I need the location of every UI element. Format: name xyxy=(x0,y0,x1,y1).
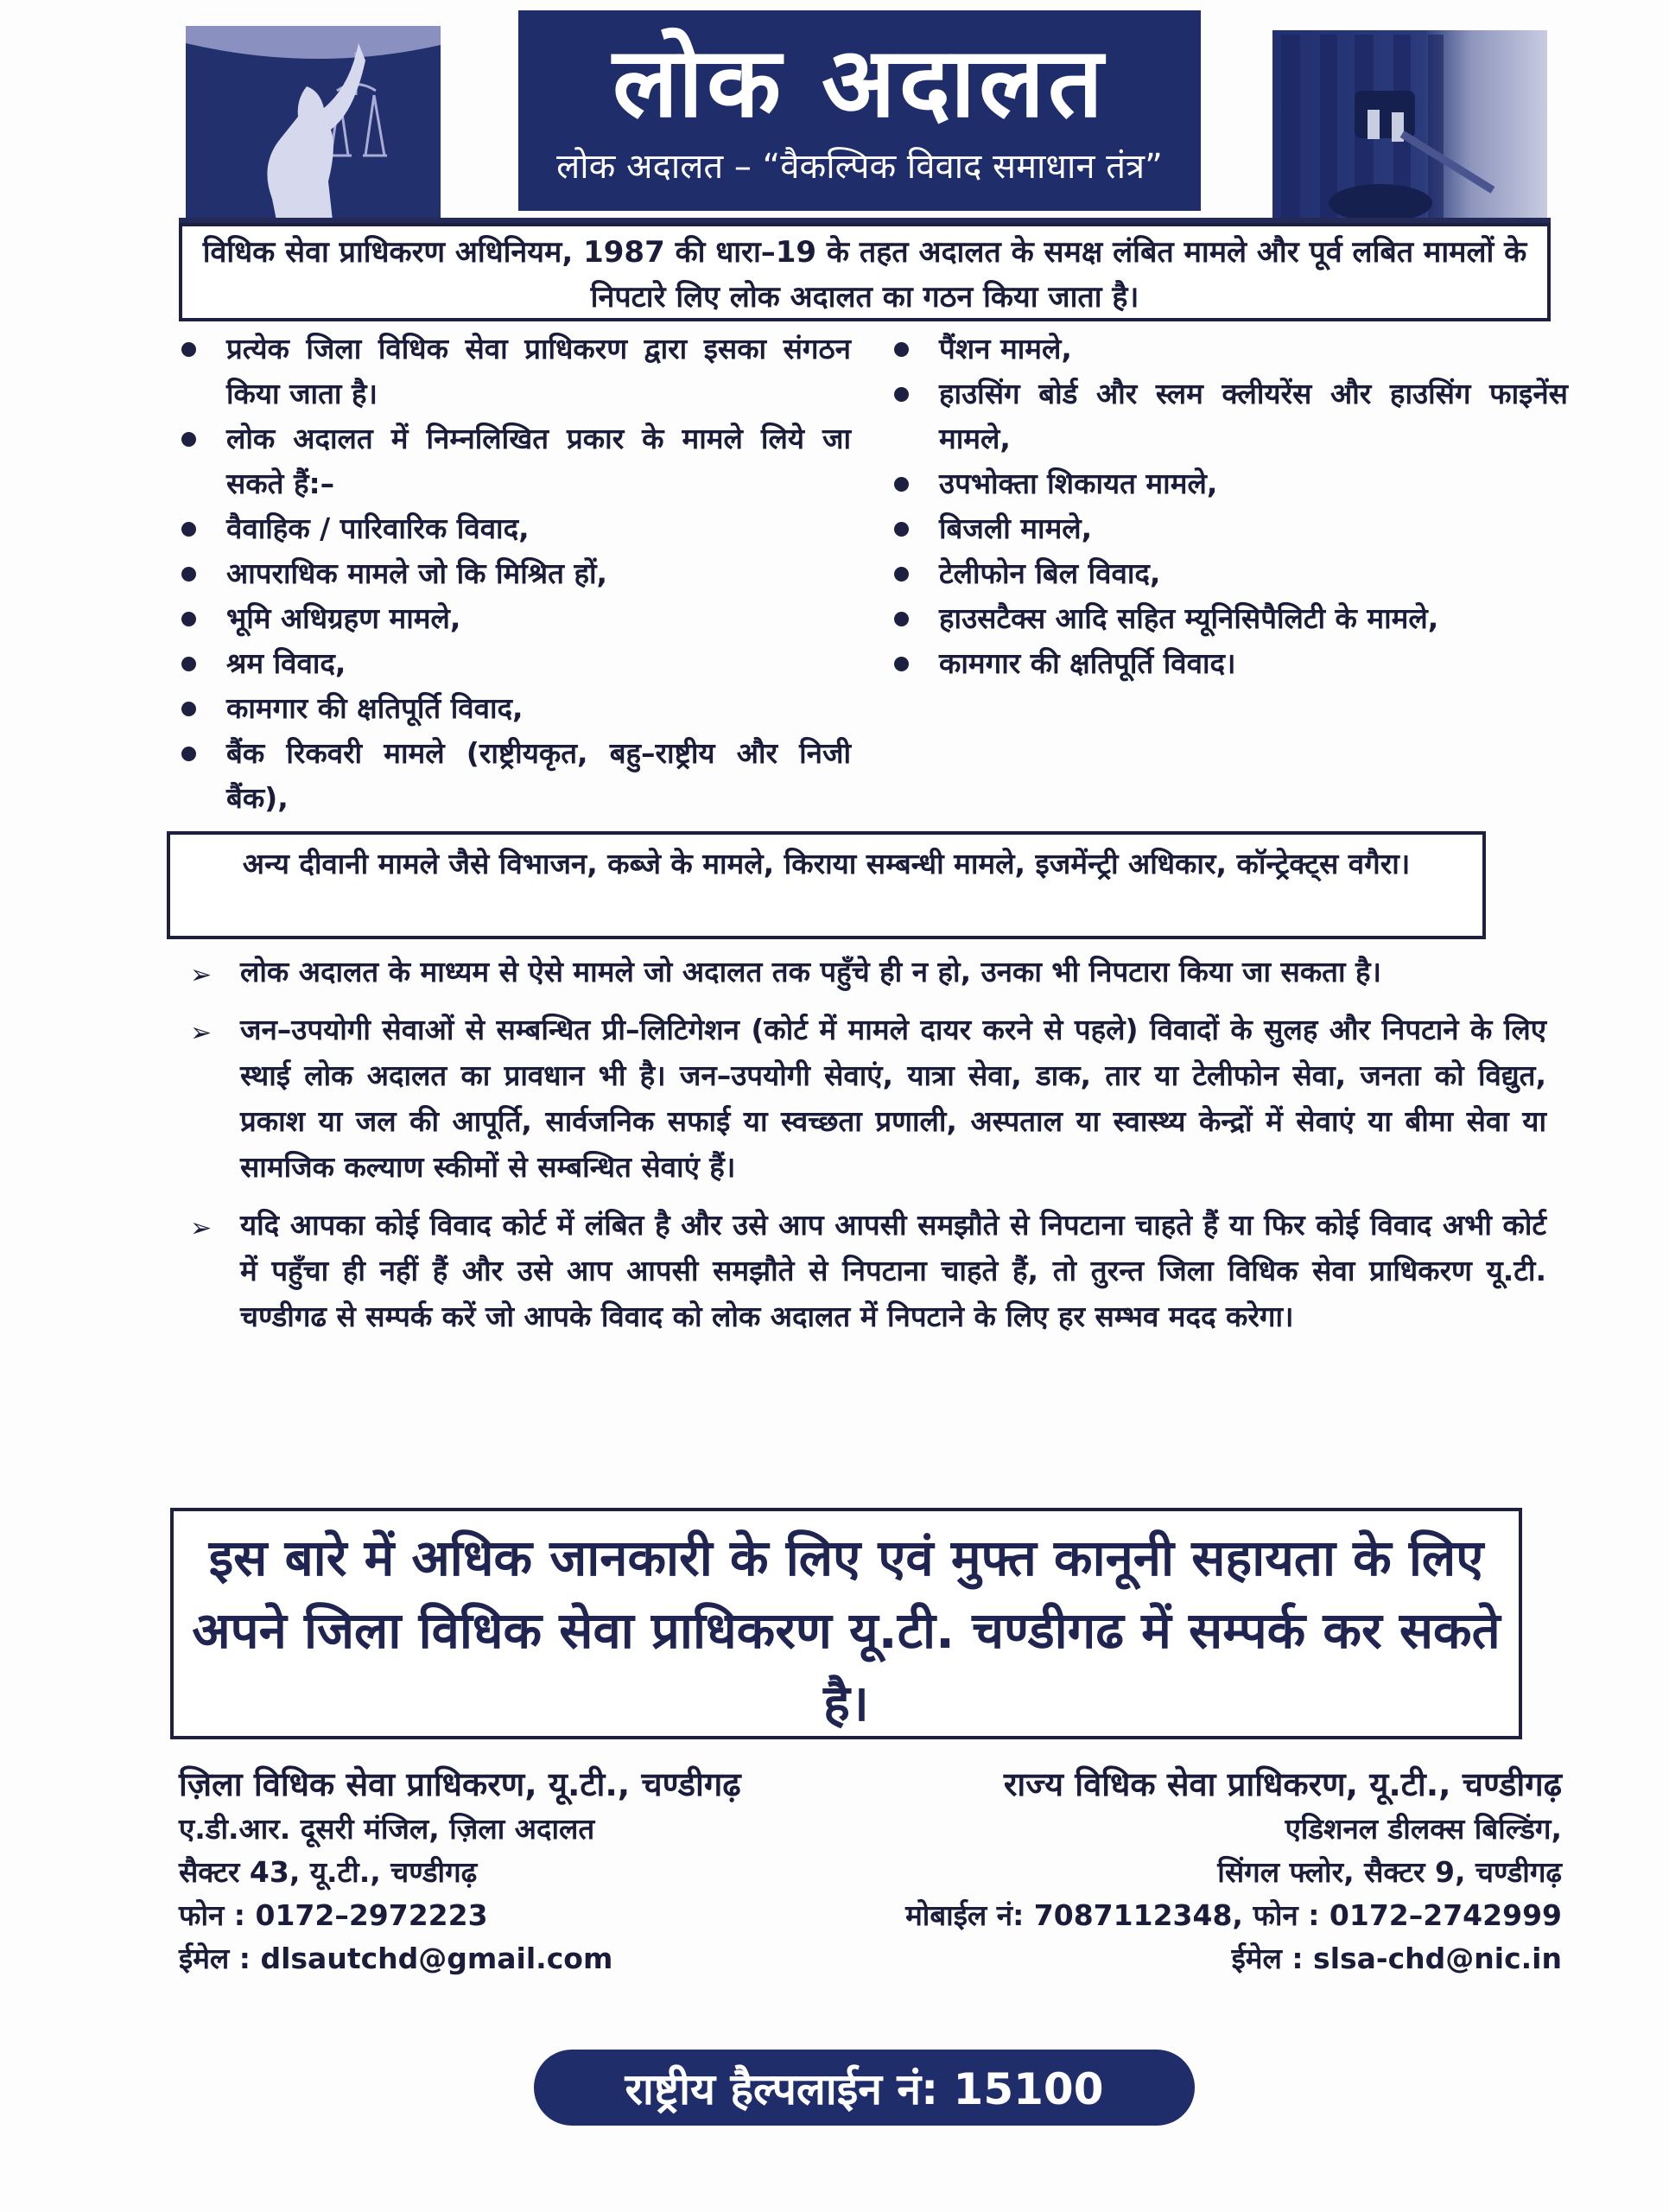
district-authority-contact xyxy=(179,1763,853,1980)
list-item: हाउसिंग बोर्ड और स्लम क्लीयरेंस और हाउसिंग फाइनेंस मामले, xyxy=(885,372,1568,461)
list-item: टेलीफोन बिल विवाद, xyxy=(885,551,1568,596)
bullet-icon xyxy=(894,567,909,582)
arrow-points-section xyxy=(186,949,1546,1351)
bullet-icon xyxy=(181,702,196,716)
district-org-name: ज़िला विधिक सेवा प्राधिकरण, यू.टी., चण्डीगढ़ xyxy=(179,1765,741,1803)
bullet-icon xyxy=(894,522,909,537)
intro-text: विधिक सेवा प्राधिकरण अधिनियम, 1987 की धारा–19 के तहत अदालत के समक्ष लंबित मामले और पूर्व लबित मामलों के निपटारे लिए लोक अदालत का गठन किया जाता है। xyxy=(202,235,1527,315)
bullet-icon xyxy=(181,657,196,671)
bullet-icon xyxy=(894,657,909,671)
list-item: कामगार की क्षतिपूर्ति विवाद। xyxy=(885,641,1568,686)
list-item: बिजली मामले, xyxy=(885,506,1568,551)
arrow-right-icon: ➢ xyxy=(190,1213,213,1243)
list-item: पैंशन मामले, xyxy=(885,327,1568,372)
case-types-left-list xyxy=(173,327,851,821)
lady-justice-icon xyxy=(186,26,441,220)
bullet-icon xyxy=(181,567,196,582)
arrow-point: ➢ जन–उपयोगी सेवाओं से सम्बन्धित प्री–लिटिगेशन (कोर्ट में मामले दायर करने से पहले) विवादों के सुलह और निपटाने के लिए स्थाई लोक अदालत का प्रावधान भी है। जन–उपयोगी सेवाएं, यात्रा सेवा, डाक, तार या टेलीफोन सेवा, जनता को विद्युत, प्रकाश या जल की आपूर्ति, सार्वजनिक सफाई या स्वच्छता प्रणाली, अस्पताल या स्वास्थ्य केन्द्रों में सेवाएं या बीमा सेवा या सामजिक कल्याण स्कीमों से सम्बन्धित सेवाएं हैं। xyxy=(186,1007,1546,1190)
district-phone: फोन : 0172–2972223 xyxy=(179,1898,488,1932)
list-item: उपभोक्ता शिकायत मामले, xyxy=(885,461,1568,506)
title-banner xyxy=(518,10,1201,211)
district-address-line-2: सैक्टर 43, यू.टी., चण्डीगढ़ xyxy=(179,1855,478,1889)
gavel-image xyxy=(1272,30,1547,222)
more-info-box xyxy=(170,1508,1522,1739)
list-item: कामगार की क्षतिपूर्ति विवाद, xyxy=(173,686,851,731)
district-address-line-1: ए.डी.आर. दूसरी मंजिल, ज़िला अदालत xyxy=(179,1812,595,1846)
state-phone: मोबाईल नं: 7087112348, फोन : 0172–2742999 xyxy=(905,1898,1562,1932)
list-item: हाउसटैक्स आदि सहित म्यूनिसिपैलिटी के मामले, xyxy=(885,596,1568,641)
gavel-icon xyxy=(1272,30,1547,222)
arrow-right-icon: ➢ xyxy=(190,1018,213,1048)
list-item: वैवाहिक / पारिवारिक विवाद, xyxy=(173,506,851,551)
district-email: ईमेल : dlsautchd@gmail.com xyxy=(179,1942,613,1975)
state-address-line-1: एडिशनल डीलक्स बिल्डिंग, xyxy=(1285,1812,1562,1846)
list-item: लोक अदालत में निम्नलिखित प्रकार के मामले लिये जा सकते हैं:– xyxy=(173,416,851,506)
state-org-name: राज्य विधिक सेवा प्राधिकरण, यू.टी., चण्डीगढ़ xyxy=(1003,1765,1562,1803)
national-helpline-badge xyxy=(534,2050,1195,2126)
list-item: भूमि अधिग्रहण मामले, xyxy=(173,596,851,641)
bullet-icon xyxy=(181,522,196,537)
arrow-right-icon: ➢ xyxy=(190,960,213,990)
page-subtitle: लोक अदालत – “वैकल्पिक विवाद समाधान तंत्र” xyxy=(556,147,1163,188)
state-email: ईमेल : slsa-chd@nic.in xyxy=(1231,1942,1562,1975)
state-authority-contact xyxy=(795,1763,1562,1980)
helpline-text: राष्ट्रीय हैल्पलाईन नं: 15100 xyxy=(625,2064,1104,2114)
more-info-text: इस बारे में अधिक जानकारी के लिए एवं मुफ्त कानूनी सहायता के लिए अपने जिला विधिक सेवा प्राधिकरण यू.टी. चण्डीगढ में सम्पर्क कर सकते है। xyxy=(192,1529,1501,1732)
arrow-point: ➢ लोक अदालत के माध्यम से ऐसे मामले जो अदालत तक पहुँचे ही न हो, उनका भी निपटारा किया जा सकता है। xyxy=(186,949,1546,995)
lady-justice-image xyxy=(186,26,441,220)
list-item: श्रम विवाद, xyxy=(173,641,851,686)
bullet-icon xyxy=(181,612,196,626)
state-address-line-2: सिंगल फ्लोर, सैक्टर 9, चण्डीगढ़ xyxy=(1217,1855,1562,1889)
list-item: आपराधिक मामले जो कि मिश्रित हों, xyxy=(173,551,851,596)
case-types-right-list xyxy=(885,327,1568,686)
page-title: लोक अदालत xyxy=(612,26,1107,139)
bullet-icon xyxy=(894,387,909,402)
bullet-icon xyxy=(181,747,196,761)
arrow-point: ➢ यदि आपका कोई विवाद कोर्ट में लंबित है और उसे आप आपसी समझौते से निपटाना चाहते हैं या फिर कोई विवाद अभी कोर्ट में पहुँचा ही नहीं हैं और उसे आप आपसी समझौते से निपटाना चाहते हैं, तो तुरन्त जिला विधिक सेवा प्राधिकरण यू.टी. चण्डीगढ से सम्पर्क करें जो आपके विवाद को लोक अदालत में निपटाने के लिए हर सम्भव मदद करेगा। xyxy=(186,1202,1546,1339)
list-item: प्रत्येक जिला विधिक सेवा प्राधिकरण द्वारा इसका संगठन किया जाता है। xyxy=(173,327,851,416)
list-item: बैंक रिकवरी मामले (राष्ट्रीयकृत, बहु–राष्ट्रीय और निजी बैंक), xyxy=(173,731,851,821)
bullet-icon xyxy=(181,342,196,357)
bullet-icon xyxy=(894,342,909,357)
intro-box xyxy=(179,223,1551,321)
bullet-icon xyxy=(894,477,909,492)
bullet-icon xyxy=(894,612,909,626)
civil-cases-text: अन्य दीवानी मामले जैसे विभाजन, कब्जे के मामले, किराया सम्बन्धी मामले, इजमेंन्ट्री अधिकार, कॉन्ट्रेक्ट्स वगैरा। xyxy=(242,847,1411,880)
bullet-icon xyxy=(181,432,196,447)
civil-cases-box xyxy=(167,831,1486,939)
